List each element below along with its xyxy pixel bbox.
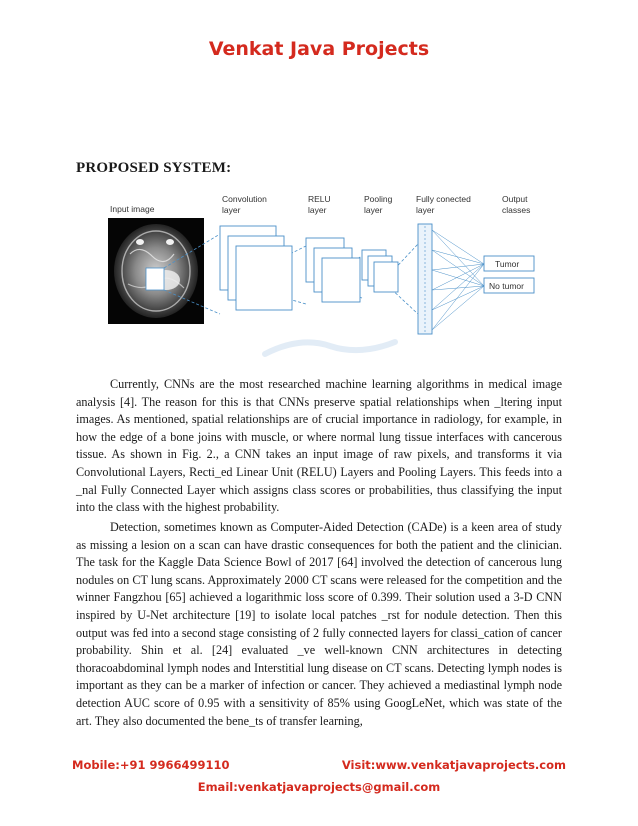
section-heading: PROPOSED SYSTEM: [76,160,232,176]
output-class-tumor [484,256,534,271]
label-convolution: Convolution [222,194,267,204]
paragraph-detection: Detection, sometimes known as Computer-Aided Detection (CADe) is a keen area of study as missing a lesion on a scan can have drastic consequences for both the patient and the clinician. The task for the Kaggle Data Science Bowl of 2017 [64] involved the detection of cancerous lung nodules on CT lung scans. Approximately 2000 CT scans were released for the competition and the winner Fangzhou [65] achieved a logarithmic loss score of 0.399. Their solution used a 3-D CNN inspired by U-Net architecture [19] to isolate local patches _rst for nodule detection. Then this output was fed into a second stage consisting of 2 fully connected layers for classi_cation of cancer probability. Shin et al. [24] evaluated _ve well-known CNN architectures in detecting thoracoabdominal lymph nodes and Interstitial lung disease on CT scans. Detecting lymph nodes is important as they can be a marker of infection or cancer. They achieved a mediastinal lymph node detection AUC score of 0.95 with a sensitivity of 85% using GoogLeNet, which was state of the art. They also documented the bene_ts of transfer learning, [76,520,562,728]
footer-website-link[interactable]: Visit:www.venkatjavaprojects.com [341,758,566,772]
fc-connections [432,230,484,330]
relu-layer-stack [306,238,360,302]
output-class-tumor-label: Tumor [495,259,520,269]
label-pooling: Pooling [364,194,393,204]
header-title: Venkat Java Projects [208,38,430,60]
paragraph-cnn-overview: Currently, CNNs are the most researched machine learning algorithms in medical image analysis [4]. The reason for this is that CNNs preserve spatial relationships when _ltering input images. As mentioned, spatial relationships are of crucial importance in radiology, for example, in how the edge of a bone joins with muscle, or where normal lung tissue interfaces with cancerous tissue. As shown in Fig. 2., a CNN takes an input image of raw pixels, and transforms it via Convolutional Layers, Recti_ed Linear Unit (RELU) Layers and Pooling Layers. This feeds into a _nal Fully Connected Layer which assigns class scores or probabilities, thus classifying the input into the class with the highest probability. [76,377,562,515]
output-class-no-tumor-label: No tumor [489,281,524,291]
watermark-mark [260,334,400,364]
label-input-image: Input image [110,204,155,214]
footer-mobile: Mobile:+91 9966499110 [72,758,230,772]
fully-connected-layer [418,224,432,334]
brain-mri-image [108,218,204,324]
pooling-layer-stack [362,250,398,292]
label-fully-connected-layer: layer [416,205,435,215]
label-relu: RELU [308,194,331,204]
output-class-no-tumor [484,278,534,293]
label-pooling-layer: layer [364,205,383,215]
label-convolution-layer: layer [222,205,241,215]
label-relu-layer: layer [308,205,327,215]
convolution-layer-stack [220,226,292,310]
label-output: Output [502,194,528,204]
footer-email-link[interactable]: Email:venkatjavaprojects@gmail.com [197,780,441,794]
label-output-classes: classes [502,205,531,215]
label-fully-connected: Fully conected [416,194,471,204]
